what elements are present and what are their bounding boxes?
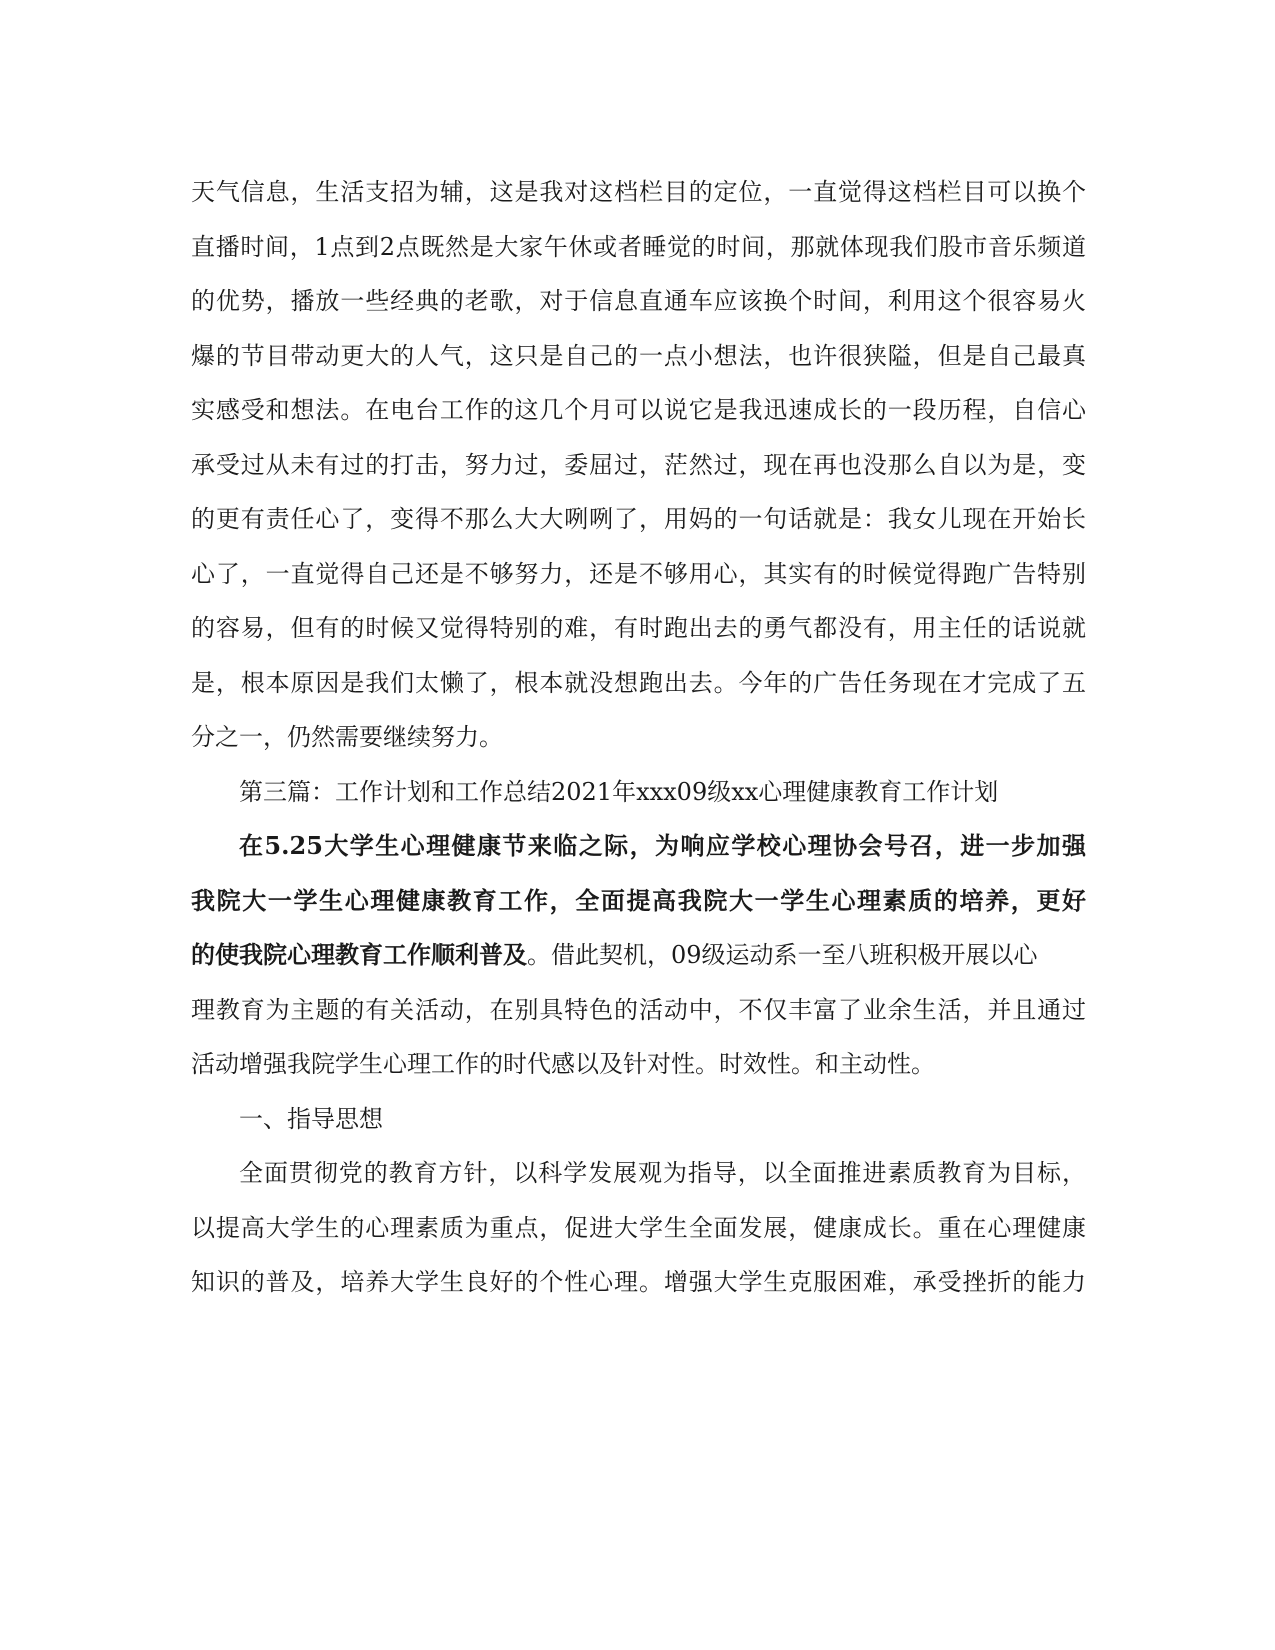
text-line: 的容易，但有的时候又觉得特别的难，有时跑出去的勇气都没有，用主任的话说就 <box>191 614 1086 642</box>
text-line: 的更有责任心了，变得不那么大大咧咧了，用妈的一句话就是：我女儿现在开始长 <box>191 505 1086 533</box>
text-line: 直播时间，1点到2点既然是大家午休或者睡觉的时间，那就体现我们股市音乐频道 <box>191 232 1086 261</box>
text-line: 知识的普及，培养大学生良好的个性心理。增强大学生克服困难，承受挫折的能力 <box>191 1268 1086 1296</box>
section-title: 第三篇：工作计划和工作总结2021年xxx09级xx心理健康教育工作计划 <box>239 777 999 806</box>
paragraph-work-reflection <box>191 165 1086 765</box>
text-line: 心了，一直觉得自己还是不够努力，还是不够用心，其实有的时候觉得跑广告特别 <box>191 559 1086 588</box>
text-line: 活动增强我院学生心理工作的时代感以及针对性。时效性。和主动性。 <box>191 1050 935 1078</box>
text-line: 以提高大学生的心理素质为重点，促进大学生全面发展，健康成长。重在心理健康 <box>191 1213 1086 1242</box>
text-line: 分之一，仍然需要继续努力。 <box>191 723 503 751</box>
text-line: 的优势，播放一些经典的老歌，对于信息直通车应该换个时间，利用这个很容易火 <box>191 287 1086 315</box>
paragraph-guiding-ideology <box>191 1146 1086 1310</box>
text-line: 全面贯彻党的教育方针，以科学发展观为指导，以全面推进素质教育为目标， <box>239 1159 1086 1187</box>
heading-guiding-ideology: 一、指导思想 <box>239 1104 383 1133</box>
text-line: 理教育为主题的有关活动，在别具特色的活动中，不仅丰富了业余生活，并且通过 <box>191 995 1086 1024</box>
text-line: 我院大一学生心理健康教育工作，全面提高我院大一学生心理素质的培养，更好 <box>191 885 1086 915</box>
bold-text: 的使我院心理教育工作顺利普及 <box>191 940 527 969</box>
text-line: 承受过从未有过的打击，努力过，委屈过，茫然过，现在再也没那么自以为是，变 <box>191 450 1086 479</box>
text-line: 爆的节目带动更大的人气，这只是自己的一点小想法，也许很狭隘，但是自己最真 <box>191 341 1086 370</box>
text-line: 是，根本原因是我们太懒了，根本就没想跑出去。今年的广告任务现在才完成了五 <box>191 668 1086 697</box>
normal-text: 。借此契机，09级运动系一至八班积极开展以心 <box>527 941 1038 969</box>
text-line-mixed <box>191 928 1086 983</box>
text-line: 天气信息，生活支招为辅，这是我对这档栏目的定位，一直觉得这档栏目可以换个 <box>191 178 1086 206</box>
text-line: 在5.25大学生心理健康节来临之际，为响应学校心理协会号召，进一步加强 <box>239 831 1086 860</box>
text-line: 实感受和想法。在电台工作的这几个月可以说它是我迅速成长的一段历程，自信心 <box>191 396 1086 424</box>
document-body <box>191 165 1086 1310</box>
paragraph-intro <box>191 819 1086 1092</box>
